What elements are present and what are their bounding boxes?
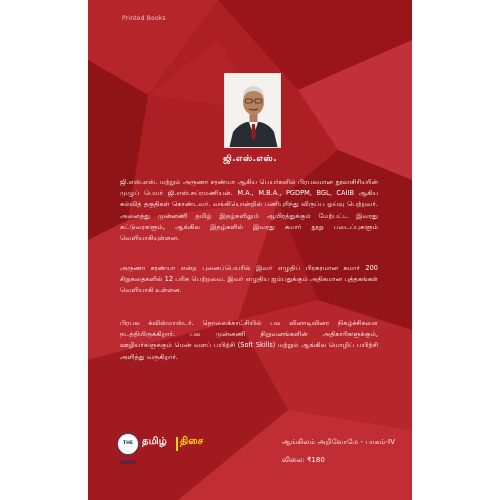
author-name: ஜி.எஸ்.எஸ். [223, 154, 277, 164]
publisher-name-part1: தமிழ் [142, 436, 168, 447]
bio-paragraph-3: பிரபல க்விஸ்மாஸ்டர். தொலைக்காட்சியில் பல வினாடிவினா நிகழ்ச்சிகளை நடத்தியிருக்கிறார். பல முன்னணி நிறுவனங்களின் அதிகாரிகளுக்கும், ஊழியர்களுக்கும் மென் வளப் பயிற்சி (Soft Skills) மற்றும் ஆங்கில மொழிப் பயிற்சி அளித்து வருகிறார். [120, 319, 378, 361]
logo-divider [176, 437, 178, 451]
bio-paragraph-2: அருணா சரண்யா என்ற புனைப்பெயரில் இவர் எழுதிப் பிரசுரமான சுமார் 200 சிறுகதைகளில் 12 பரிசு பெற்றவை. இவர் எழுதிய ஐம்பதுக்கும் அதிகமான புத்தகங்கள் வெளியாகி உள்ளன. [120, 264, 378, 295]
bio-paragraph-1: ஜி.எஸ்.எஸ். மற்றும் அருணா சரண்யா ஆகிய பெயர்களில் பிரபலமான நூலாசிரியரின் முழுப் பெயர் ஜி.எஸ்.சுப்ரமணியன். M.A., M.B.A., PGDPM, BGL, CAIIB ஆகிய கல்வித் தகுதிகள் கொண்டவர். வங்கியொன்றில் பணிபுரிந்து விருப்ப ஓய்வு பெற்றவர். அனைத்து முன்னணி தமிழ் இதழ்களிலும் ஆயிரத்துக்கும் மேற்பட்ட இவரது கட்டுரைகளும், ஆங்கில இதழ்களில் இவரது சுமார் நூறு படைப்புகளும் வெளியாகியுள்ளன. [120, 178, 378, 243]
back-cover [88, 0, 412, 500]
series-title: ஆங்கிலம் அறிவோமே - பாகம்-IV [282, 438, 396, 446]
price-label: விலை: ₹180 [282, 456, 325, 464]
author-photo [224, 73, 281, 148]
publisher-name-part2: திசை [180, 436, 204, 447]
author-portrait-image [225, 74, 281, 148]
publisher-logo [117, 432, 215, 466]
hindu-badge-icon: THE HINDU [117, 433, 139, 455]
printed-books-label: Printed Books [122, 15, 166, 22]
